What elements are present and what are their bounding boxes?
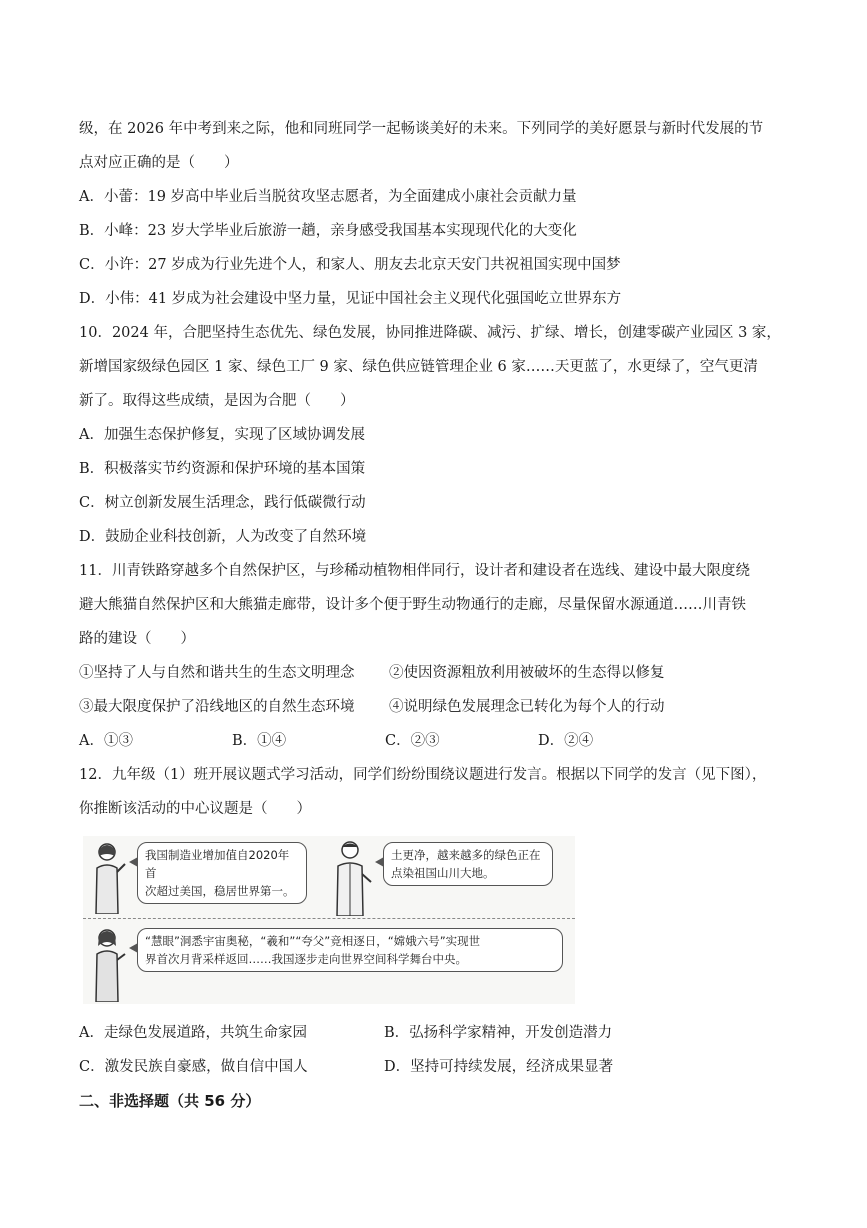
q9-option-d: D．小伟：41 岁成为社会建设中坚力量，见证中国社会主义现代化强国屹立世界东方 xyxy=(79,291,622,307)
q10-option-b: B．积极落实节约资源和保护环境的基本国策 xyxy=(79,461,366,477)
speech-bubble-manufacturing xyxy=(137,842,307,904)
q12-option-c: C．激发民族自豪感，做自信中国人 xyxy=(79,1059,308,1075)
q9-option-c: C．小许：27 岁成为行业先进个人，和家人、朋友去北京天安门共祝祖国实现中国梦 xyxy=(79,257,621,273)
q11-stem-line3: 路的建设（ ） xyxy=(79,631,195,647)
student-girl-2-icon xyxy=(87,926,127,1002)
bubble3-line2: 界首次月背采样返回……我国逐步走向世界空间科学舞台中央。 xyxy=(145,952,467,966)
q11-statement-4: ④说明绿色发展理念已转化为每个人的行动 xyxy=(389,699,665,715)
q10-option-a: A．加强生态保护修复，实现了区域协调发展 xyxy=(79,427,365,443)
speech-bubble-green xyxy=(383,842,553,886)
q10-option-d: D．鼓励企业科技创新，人为改变了自然环境 xyxy=(79,529,367,545)
student-girl-1-icon xyxy=(87,840,127,914)
speech-bubble-space-science xyxy=(137,928,563,972)
student-boy-icon xyxy=(327,838,373,916)
bubble2-line2: 点染祖国山川大地。 xyxy=(391,866,495,880)
q11-option-c: C．②③ xyxy=(385,733,440,749)
q11-statements-row1 xyxy=(79,656,799,690)
q11-option-a: A．①③ xyxy=(79,733,133,749)
q11-option-d: D．②④ xyxy=(538,733,594,749)
q9-stem-line1: 级，在 2026 年中考到来之际，他和同班同学一起畅谈美好的未来。下列同学的美好愿景与新时代发展的节 xyxy=(79,121,764,137)
bubble2-line1: 土更净，越来越多的绿色正在 xyxy=(391,848,541,862)
exam-page xyxy=(79,112,799,1118)
bubble1-line2: 次超过美国，稳居世界第一。 xyxy=(145,884,295,898)
q12-stem-line1: 12．九年级（1）班开展议题式学习活动，同学们纷纷围绕议题进行发言。根据以下同学的发言（见下图）， xyxy=(79,767,767,783)
q12-speech-figure xyxy=(83,836,575,1004)
q10-stem-line1: 10．2024 年，合肥坚持生态优先、绿色发展，协同推进降碳、减污、扩绿、增长，创建零碳产业园区 3 家， xyxy=(79,325,781,341)
q12-option-b: B．弘扬科学家精神，开发创造潜力 xyxy=(384,1025,613,1041)
q11-statement-1: ①坚持了人与自然和谐共生的生态文明理念 xyxy=(79,665,355,681)
q9-stem-line2: 点对应正确的是（ ） xyxy=(79,155,239,171)
q11-option-b: B．①④ xyxy=(232,733,287,749)
q11-options xyxy=(79,724,799,758)
q10-stem-line2: 新增国家级绿色园区 1 家、绿色工厂 9 家、绿色供应链管理企业 6 家……天更蓝了，水更绿了，空气更清 xyxy=(79,359,758,375)
q10-stem-line3: 新了。取得这些成绩，是因为合肥（ ） xyxy=(79,393,355,409)
q11-stem-line2: 避大熊猫自然保护区和大熊猫走廊带，设计多个便于野生动物通行的走廊，尽量保留水源通道……川青铁 xyxy=(79,597,746,613)
q9-option-b: B．小峰：23 岁大学毕业后旅游一趟，亲身感受我国基本实现现代化的大变化 xyxy=(79,223,577,239)
q11-stem-line1: 11．川青铁路穿越多个自然保护区，与珍稀动植物相伴同行，设计者和建设者在选线、建设中最大限度绕 xyxy=(79,563,750,579)
q11-statement-2: ②使因资源粗放利用被破坏的生态得以修复 xyxy=(389,665,665,681)
q12-options-row2 xyxy=(79,1050,799,1084)
bubble1-line1: 我国制造业增加值自2020年首 xyxy=(145,848,290,880)
q12-options-row1 xyxy=(79,1016,799,1050)
section-heading-non-choice: 二、非选择题（共 56 分） xyxy=(79,1092,261,1110)
q12-option-d: D．坚持可持续发展，经济成果显著 xyxy=(384,1059,614,1075)
q9-option-a: A．小蕾：19 岁高中毕业后当脱贫攻坚志愿者，为全面建成小康社会贡献力量 xyxy=(79,189,577,205)
bubble3-line1: “慧眼”洞悉宇宙奥秘，“羲和”“夸父”竞相逐日，“嫦娥六号”实现世 xyxy=(145,934,481,948)
q11-statements-row2 xyxy=(79,690,799,724)
q12-stem-line2: 你推断该活动的中心议题是（ ） xyxy=(79,801,311,817)
q12-option-a: A．走绿色发展道路，共筑生命家园 xyxy=(79,1025,307,1041)
q10-option-c: C．树立创新发展生活理念，践行低碳微行动 xyxy=(79,495,366,511)
q11-statement-3: ③最大限度保护了沿线地区的自然生态环境 xyxy=(79,699,355,715)
figure-divider xyxy=(83,918,575,919)
